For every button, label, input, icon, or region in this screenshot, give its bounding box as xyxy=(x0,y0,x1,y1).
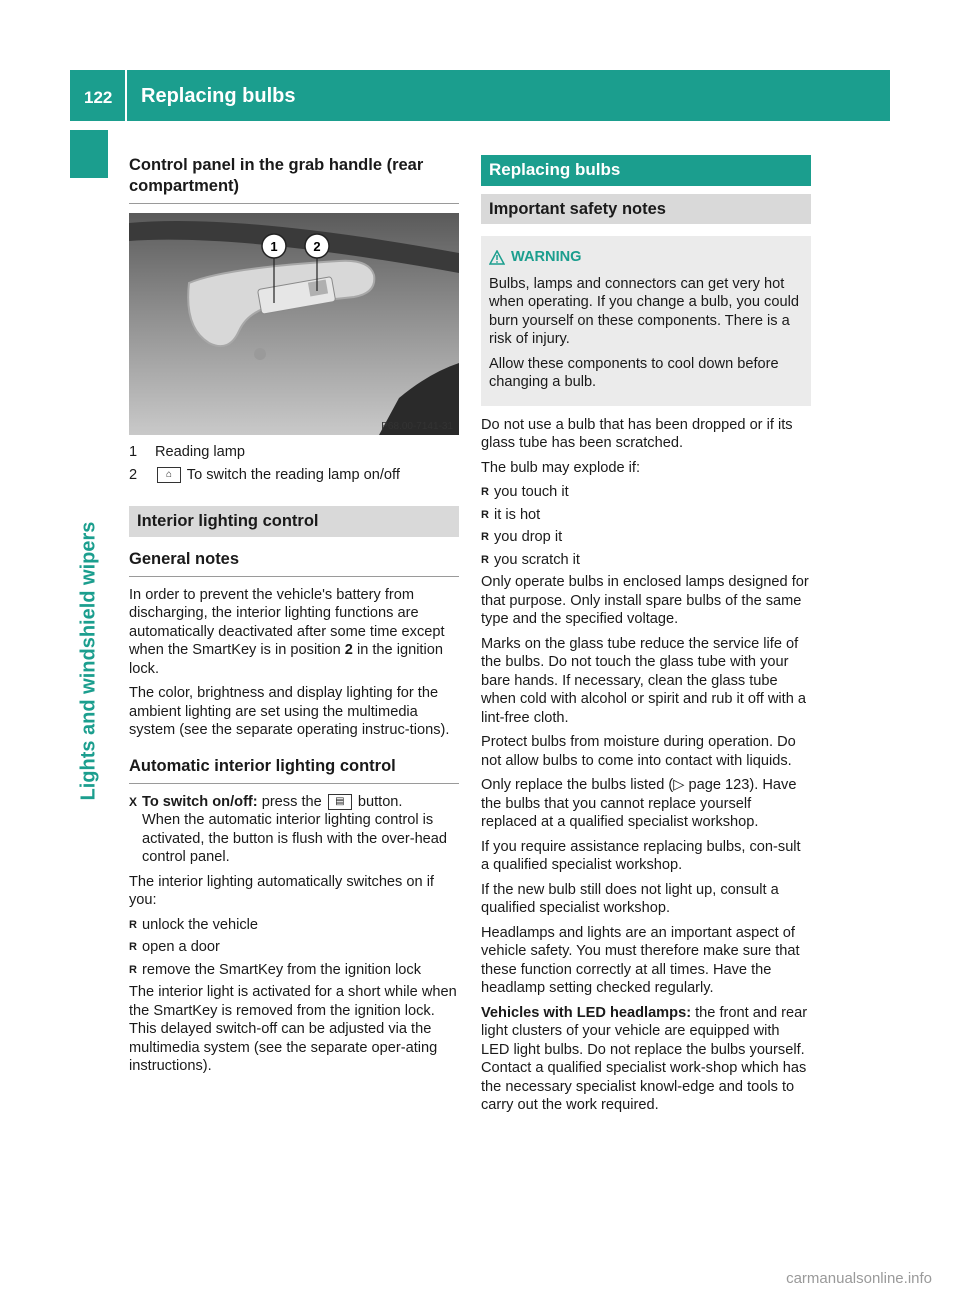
general-notes-title: General notes xyxy=(129,549,459,577)
assist-paragraph: If you require assistance replacing bulbs, con-sult a qualified specialist workshop. xyxy=(481,838,801,873)
list-item: R it is hot xyxy=(481,506,811,525)
switches-intro: The interior lighting automatically switches on if you: xyxy=(129,873,434,908)
warning-box xyxy=(481,236,811,406)
warning-label: WARNING xyxy=(511,249,582,265)
listed-paragraph: Only replace the bulbs listed (▷ page 123). Have the bulbs that you cannot replace yourself replaced at a qualified specialist workshop. xyxy=(481,777,797,830)
new-bulb-paragraph: If the new bulb still does not light up, consult a qualified specialist workshop. xyxy=(481,881,779,916)
warning-text: Bulbs, lamps and connectors can get very hot when operating. If you change a bulb, you could burn yourself on these components. There is a risk of injury. xyxy=(489,275,799,347)
switch-step: X To switch on/off: press the ▤ button. When the automatic interior lighting control is activated, the button is flush with the over-head control panel. xyxy=(129,793,448,865)
step-arrow-icon: X xyxy=(129,794,138,809)
chapter-label: Lights and windshield wipers xyxy=(77,521,100,801)
moisture-paragraph: Protect bulbs from moisture during operation. Do not allow bulbs to come into contact with liquids. xyxy=(481,734,796,769)
left-column xyxy=(129,155,459,1082)
chapter-marker xyxy=(70,130,108,178)
explode-intro: The bulb may explode if: xyxy=(481,459,640,476)
grab-handle-title: Control panel in the grab handle (rear compartment) xyxy=(129,155,459,204)
header-divider xyxy=(125,70,127,121)
marks-paragraph: Marks on the glass tube reduce the service life of the bulbs. Do not touch the glass tube with your bare hands. If necessary, clean the glass tube when cold with alcohol or spirit and rub it off with a lint-free cloth. xyxy=(481,635,807,726)
list-item: R open a door xyxy=(129,938,459,957)
warning-text: Allow these components to cool down before changing a bulb. xyxy=(489,355,779,390)
chapter-sidebar xyxy=(70,130,108,1240)
legend-number: 1 xyxy=(129,444,138,460)
explode-list xyxy=(481,483,811,569)
dropped-paragraph: Do not use a bulb that has been dropped or if its glass tube has been scratched. xyxy=(481,416,793,451)
page-header xyxy=(70,70,890,121)
grab-handle-photo xyxy=(129,213,459,435)
watermark: carmanualsonline.info xyxy=(786,1270,932,1287)
header-title: Replacing bulbs xyxy=(141,85,296,107)
legend-item xyxy=(129,443,459,462)
reading-lamp-icon: ⌂ xyxy=(157,467,181,483)
switches-list xyxy=(129,916,459,980)
safety-notes-heading: Important safety notes xyxy=(481,194,811,225)
led-paragraph: Vehicles with LED headlamps: the front and rear light clusters of your vehicle are equipped with LED light bulbs. Do not replace the bulbs yourself. Contact a qualified specialist work-shop which has the necessary specialist knowl-edge and tools to carry out the work required. xyxy=(481,1004,808,1113)
legend-text: To switch the reading lamp on/off xyxy=(186,466,400,483)
list-item: R you touch it xyxy=(481,483,811,502)
image-code: P68.00-7141-31 xyxy=(381,421,453,432)
interior-light-button-icon: ▤ xyxy=(328,794,352,810)
list-item: R unlock the vehicle xyxy=(129,916,459,935)
delay-paragraph: The interior light is activated for a short while when the SmartKey is removed from the ignition lock. This delayed switch-off can be adjusted via the multimedia system (see the separate oper-ating instructions). xyxy=(129,984,457,1074)
callout-1: 1 xyxy=(270,239,278,254)
right-column xyxy=(481,155,811,1121)
list-item: R you scratch it xyxy=(481,551,811,570)
headlamps-paragraph: Headlamps and lights are an important aspect of vehicle safety. You must therefore make sure that these function correctly at all times. Have the headlamp setting checked regularly. xyxy=(481,924,800,996)
interior-lighting-heading: Interior lighting control xyxy=(129,506,459,537)
enclosed-paragraph: Only operate bulbs in enclosed lamps designed for that purpose. Only install spare bulbs of the same type and the specified voltage. xyxy=(481,574,809,627)
warning-triangle-icon xyxy=(489,250,505,265)
ambient-paragraph: The color, brightness and display lighting for the ambient lighting are set using the multimedia system (see the separate operating instruc-tions). xyxy=(129,685,450,738)
list-item: R you drop it xyxy=(481,528,811,547)
callout-2: 2 xyxy=(313,239,321,254)
list-item: R remove the SmartKey from the ignition lock xyxy=(129,961,459,980)
warning-header xyxy=(489,248,803,267)
legend-text: Reading lamp xyxy=(155,444,246,460)
legend-number: 2 xyxy=(129,466,138,483)
legend-item xyxy=(129,466,459,485)
page-number: 122 xyxy=(84,88,113,107)
general-notes-paragraph: In order to prevent the vehicle's battery from discharging, the interior lighting functions are automatically deactivated after some time except when the SmartKey is in position 2 in the ignition lock. xyxy=(129,586,445,677)
replacing-bulbs-heading: Replacing bulbs xyxy=(481,155,811,186)
auto-lighting-title: Automatic interior lighting control xyxy=(129,756,459,784)
